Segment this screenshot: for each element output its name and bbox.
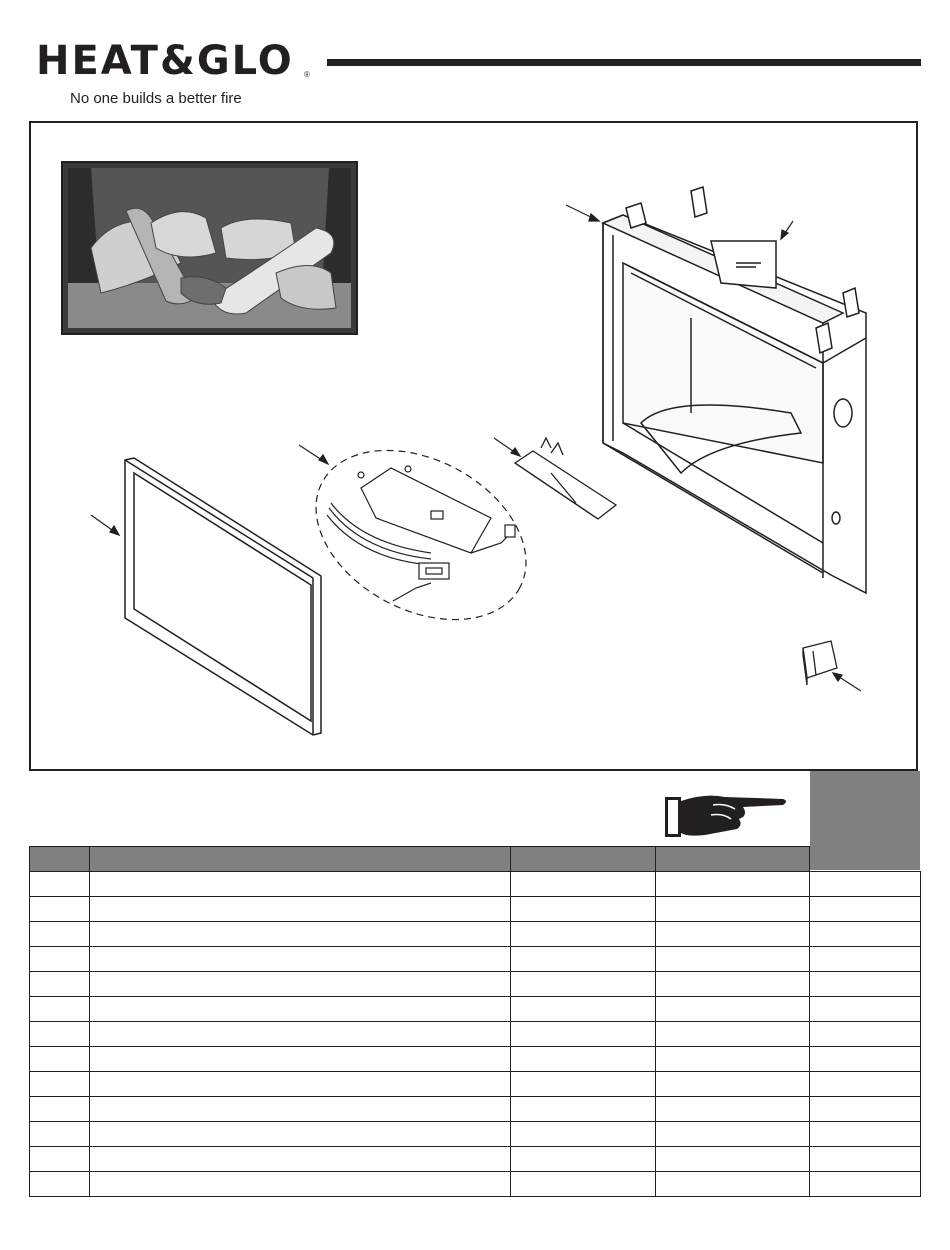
table-header-cell [511, 847, 656, 872]
table-cell [90, 872, 511, 897]
table-cell [90, 1022, 511, 1047]
table-row [30, 872, 921, 897]
table-header-blank [810, 847, 921, 872]
table-cell [90, 997, 511, 1022]
table-cell [656, 997, 810, 1022]
table-cell [90, 897, 511, 922]
table-cell [810, 1022, 921, 1047]
table-cell [30, 897, 90, 922]
table-cell [30, 1147, 90, 1172]
table-cell [30, 872, 90, 897]
table-cell [656, 1097, 810, 1122]
table-cell [511, 1122, 656, 1147]
exploded-parts-diagram [29, 121, 918, 771]
header-rule [327, 59, 921, 66]
parts-table-section [29, 771, 920, 1194]
table-row [30, 997, 921, 1022]
table-cell [656, 972, 810, 997]
table-header-cell [90, 847, 511, 872]
table-cell [90, 1097, 511, 1122]
table-cell [90, 1047, 511, 1072]
table-cell [511, 1072, 656, 1097]
table-row [30, 897, 921, 922]
fireplace-firebox [603, 187, 866, 593]
table-row [30, 947, 921, 972]
table-header-row [30, 847, 921, 872]
table-cell [30, 1097, 90, 1122]
log-set-photo [62, 162, 357, 334]
table-row [30, 1022, 921, 1047]
table-cell [810, 972, 921, 997]
table-cell [810, 897, 921, 922]
table-cell [30, 1072, 90, 1097]
table-cell [810, 922, 921, 947]
table-cell [511, 897, 656, 922]
logo-wordmark: HEAT&GLO [36, 38, 294, 84]
table-row [30, 1122, 921, 1147]
table-header-cell [656, 847, 810, 872]
table-cell [810, 1172, 921, 1197]
table-cell [656, 947, 810, 972]
table-cell [810, 1047, 921, 1072]
table-cell [30, 1172, 90, 1197]
table-cell [810, 1097, 921, 1122]
table-cell [30, 947, 90, 972]
brand-tagline: No one builds a better fire [70, 90, 242, 107]
table-cell [511, 1147, 656, 1172]
table-cell [90, 922, 511, 947]
table-row [30, 1072, 921, 1097]
burner-bracket [515, 438, 616, 519]
table-cell [511, 997, 656, 1022]
table-cell [90, 947, 511, 972]
table-cell [656, 1047, 810, 1072]
table-cell [656, 1147, 810, 1172]
table-cell [30, 1047, 90, 1072]
table-row [30, 922, 921, 947]
table-row [30, 1147, 921, 1172]
table-cell [511, 1172, 656, 1197]
table-cell [90, 1172, 511, 1197]
parts-list-table [29, 846, 921, 1197]
table-cell [656, 1072, 810, 1097]
table-cell [810, 1072, 921, 1097]
table-cell [30, 1022, 90, 1047]
registered-mark: ® [304, 70, 310, 79]
table-row [30, 1097, 921, 1122]
pointing-hand-icon [665, 783, 789, 843]
table-cell [90, 1072, 511, 1097]
table-row [30, 972, 921, 997]
table-cell [656, 922, 810, 947]
glass-front-frame [125, 458, 321, 735]
table-cell [30, 922, 90, 947]
table-cell [30, 972, 90, 997]
table-header-cell [30, 847, 90, 872]
table-cell [656, 872, 810, 897]
table-cell [90, 972, 511, 997]
table-cell [656, 1122, 810, 1147]
table-cell [810, 947, 921, 972]
table-cell [656, 1022, 810, 1047]
table-cell [810, 872, 921, 897]
table-cell [656, 897, 810, 922]
table-cell [511, 972, 656, 997]
table-cell [30, 997, 90, 1022]
table-cell [810, 1147, 921, 1172]
table-cell [90, 1147, 511, 1172]
table-cell [810, 1122, 921, 1147]
table-cell [511, 1022, 656, 1047]
table-cell [810, 997, 921, 1022]
table-cell [30, 1122, 90, 1147]
table-cell [511, 872, 656, 897]
table-row [30, 1047, 921, 1072]
table-cell [90, 1122, 511, 1147]
table-cell [511, 1097, 656, 1122]
table-cell [656, 1172, 810, 1197]
table-cell [511, 1047, 656, 1072]
table-cell [511, 947, 656, 972]
table-row [30, 1172, 921, 1197]
table-cell [511, 922, 656, 947]
small-component [803, 641, 837, 685]
heatnglo-logo [36, 26, 326, 84]
parts-table-body [30, 872, 921, 1197]
